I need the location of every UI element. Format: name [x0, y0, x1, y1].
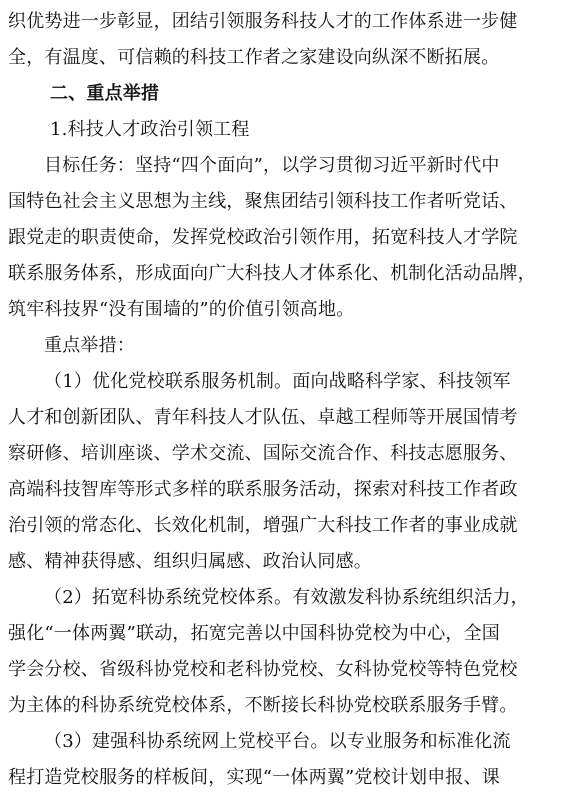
measure-2-line-1: （2）拓宽科协系统党校体系。有效激发科协系统组织活力，: [44, 587, 529, 608]
paragraph-goal-line-2: 国特色社会主义思想为主线，聚焦团结引领科技工作者听党话、: [8, 191, 518, 212]
measure-1-line-6: 感、精神获得感、组织归属感、政治认同感。: [8, 551, 372, 572]
measure-1-line-3: 察研修、培训座谈、学术交流、国际交流合作、科技志愿服务、: [8, 443, 518, 464]
section-heading: 二、重点举措: [50, 83, 160, 104]
text-line-2: 全，有温度、可信赖的科技工作者之家建设向纵深不断拓展。: [8, 47, 500, 68]
paragraph-goal-line-3: 跟党走的职责使命，发挥党校政治引领作用，拓宽科技人才学院: [8, 227, 518, 248]
measure-2-line-3: 学会分校、省级科协党校和老科协党校、女科协党校等特色党校: [8, 659, 518, 680]
measure-1-line-2: 人才和创新团队、青年科技人才队伍、卓越工程师等开展国情考: [8, 407, 518, 428]
subsection-heading: 1.科技人才政治引领工程: [50, 119, 250, 140]
measure-1-line-5: 治引领的常态化、长效化机制，增强广大科技工作者的事业成就: [8, 515, 518, 536]
measure-2-line-4: 为主体的科协系统党校体系，不断接长科协党校联系服务手臂。: [8, 695, 518, 716]
measure-3-line-1: （3）建强科协系统网上党校平台。以专业服务和标准化流: [44, 731, 511, 752]
measure-3-line-2: 程打造党校服务的样板间，实现“一体两翼”党校计划申报、课: [8, 767, 501, 788]
paragraph-goal-line-4: 联系服务体系，形成面向广大科技人才体系化、机制化活动品牌，: [8, 263, 536, 284]
paragraph-goal-line-5: 筑牢科技界“没有围墙的”的价值引领高地。: [8, 299, 355, 320]
measure-1-line-4: 高端科技智库等形式多样的联系服务活动，探索对科技工作者政: [8, 479, 518, 500]
measure-2-line-2: 强化“一体两翼”联动，拓宽完善以中国科协党校为中心，全国: [8, 623, 501, 644]
measures-label: 重点举措：: [44, 335, 135, 356]
paragraph-goal-line-1: 目标任务：坚持“四个面向”，以学习贯彻习近平新时代中: [44, 155, 500, 176]
text-line-1: 织优势进一步彰显，团结引领服务科技人才的工作体系进一步健: [8, 11, 518, 32]
measure-1-line-1: （1）优化党校联系服务机制。面向战略科学家、科技领军: [44, 371, 511, 392]
